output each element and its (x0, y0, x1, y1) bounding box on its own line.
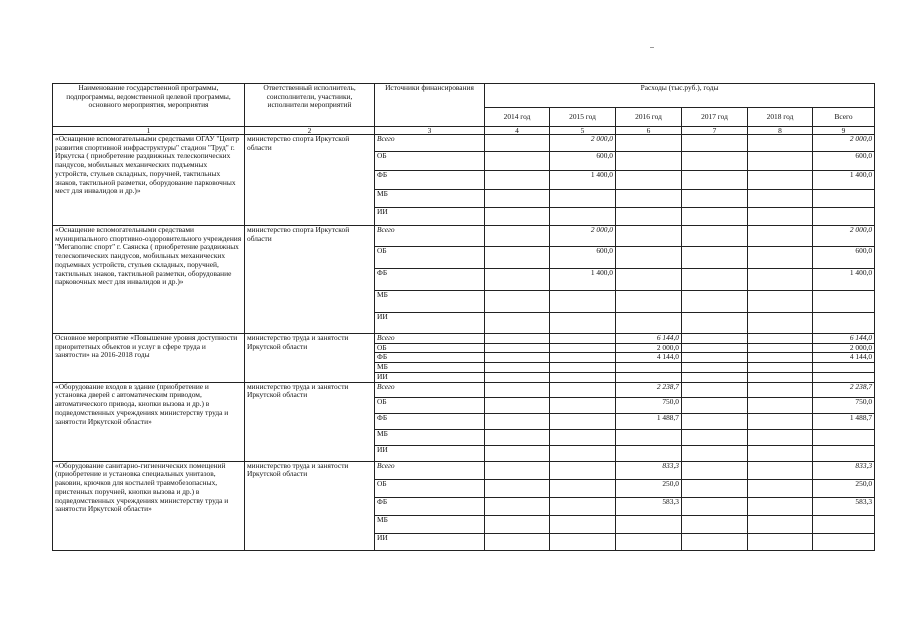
amount-2015 (550, 461, 616, 479)
amount-total: 6 144,0 (813, 334, 875, 344)
amount-total: 750,0 (813, 397, 875, 413)
amount-total: 2 000,0 (813, 226, 875, 247)
activity-name: «Оборудование санитарно-гигиенических помещений (приобретение и установка специальных унитазов, раковин, крючков для костылей травмобезопасных, пристенных поручней, кнопки вызова и др.) в подведомственных учреждениях министерству труда и занятости Иркутской области» (53, 461, 245, 550)
amount-2015 (550, 334, 616, 344)
funding-source: МБ (375, 363, 485, 373)
amount-2015 (550, 343, 616, 353)
amount-2015 (550, 497, 616, 515)
amount-2018 (748, 372, 813, 382)
funding-source: ИИ (375, 208, 485, 226)
amount-2016 (616, 313, 682, 334)
amount-2015 (550, 313, 616, 334)
amount-2014 (485, 372, 550, 382)
amount-2018 (748, 343, 813, 353)
amount-2018 (748, 382, 813, 397)
amount-2014 (485, 445, 550, 461)
amount-2015 (550, 363, 616, 373)
amount-2017 (682, 208, 748, 226)
amount-total (813, 533, 875, 550)
amount-total: 4 144,0 (813, 353, 875, 363)
amount-2018 (748, 226, 813, 247)
amount-total: 2 000,0 (813, 343, 875, 353)
amount-2017 (682, 372, 748, 382)
amount-2017 (682, 363, 748, 373)
funding-source: ИИ (375, 313, 485, 334)
funding-source: ФБ (375, 171, 485, 190)
amount-2014 (485, 313, 550, 334)
table-row (53, 461, 875, 479)
amount-2014 (485, 413, 550, 429)
amount-2017 (682, 515, 748, 533)
amount-2014 (485, 461, 550, 479)
amount-2018 (748, 135, 813, 152)
amount-total: 2 238,7 (813, 382, 875, 397)
amount-2016 (616, 445, 682, 461)
header-year: 2018 год (748, 108, 813, 127)
amount-2016: 2 000,0 (616, 343, 682, 353)
header-year: 2015 год (550, 108, 616, 127)
amount-2015 (550, 353, 616, 363)
activity-name: «Оборудование входов в здание (приобретение и установка дверей с автоматическим приводом, автоматического привода, кнопки вызова и др.) в подведомственных учреждениях министерству труда и занятости Иркутской области» (53, 382, 245, 461)
funding-source: Всего (375, 226, 485, 247)
amount-2016 (616, 372, 682, 382)
amount-2016: 4 144,0 (616, 353, 682, 363)
amount-2016 (616, 291, 682, 313)
amount-2014 (485, 382, 550, 397)
amount-2014 (485, 533, 550, 550)
amount-2014 (485, 135, 550, 152)
table-row (53, 226, 875, 247)
header-executor: Ответственный исполнитель, соисполнители, участники, исполнители мероприятий (245, 84, 375, 127)
amount-2017 (682, 152, 748, 171)
amount-2014 (485, 334, 550, 344)
amount-total: 600,0 (813, 152, 875, 171)
amount-2015 (550, 533, 616, 550)
table-row (53, 334, 875, 344)
amount-2014 (485, 152, 550, 171)
amount-2018 (748, 461, 813, 479)
amount-2015 (550, 445, 616, 461)
amount-2016 (616, 135, 682, 152)
amount-2015: 600,0 (550, 152, 616, 171)
amount-2018 (748, 397, 813, 413)
amount-2017 (682, 382, 748, 397)
header-year: 2017 год (682, 108, 748, 127)
funding-source: МБ (375, 429, 485, 445)
funding-source: МБ (375, 515, 485, 533)
amount-2015 (550, 190, 616, 208)
amount-2015 (550, 429, 616, 445)
amount-2016 (616, 269, 682, 291)
funding-source: Всего (375, 135, 485, 152)
table-body (53, 135, 875, 551)
column-number: 9 (813, 127, 875, 135)
funding-source: ОБ (375, 152, 485, 171)
amount-2017 (682, 190, 748, 208)
amount-2014 (485, 397, 550, 413)
amount-total: 600,0 (813, 247, 875, 269)
header-expenses: Расходы (тыс.руб.), годы (485, 84, 875, 108)
amount-2015 (550, 413, 616, 429)
amount-2017 (682, 269, 748, 291)
activity-executor: министерство спорта Иркутской области (245, 135, 375, 226)
activity-executor: министерство труда и занятости Иркутской области (245, 334, 375, 383)
column-number: 2 (245, 127, 375, 135)
amount-2016 (616, 363, 682, 373)
amount-2014 (485, 479, 550, 497)
activity-executor: министерство труда и занятости Иркутской области (245, 461, 375, 550)
column-number: 1 (53, 127, 245, 135)
funding-source: Всего (375, 382, 485, 397)
funding-source: Всего (375, 461, 485, 479)
column-number: 4 (485, 127, 550, 135)
funding-source: ОБ (375, 343, 485, 353)
amount-2014 (485, 515, 550, 533)
amount-2016: 6 144,0 (616, 334, 682, 344)
amount-2018 (748, 353, 813, 363)
activity-executor: министерство спорта Иркутской области (245, 226, 375, 334)
amount-total (813, 515, 875, 533)
amount-2015: 2 000,0 (550, 135, 616, 152)
amount-total: 833,3 (813, 461, 875, 479)
amount-2015 (550, 382, 616, 397)
amount-2015: 1 400,0 (550, 171, 616, 190)
amount-2018 (748, 363, 813, 373)
amount-2018 (748, 208, 813, 226)
amount-total (813, 208, 875, 226)
amount-2015 (550, 515, 616, 533)
amount-2015: 1 400,0 (550, 269, 616, 291)
amount-total: 250,0 (813, 479, 875, 497)
funding-source: ИИ (375, 372, 485, 382)
amount-total (813, 291, 875, 313)
budget-table (52, 83, 875, 551)
activity-name: «Оснащение вспомогательными средствами ОГАУ "Центр развития спортивной инфраструктуры" стадион "Труд" г. Иркутска ( приобретение раздвижных телескопических пандусов, мобильных механических подъемных устройств, стульев складных, поручней, тактильных знаков, тактильной разметки, оборудование парковочных мест для инвалидов и др.)» (53, 135, 245, 226)
amount-2017 (682, 135, 748, 152)
amount-2015 (550, 208, 616, 226)
amount-2017 (682, 171, 748, 190)
funding-source: ОБ (375, 479, 485, 497)
scan-speck (650, 47, 654, 48)
funding-source: ИИ (375, 445, 485, 461)
amount-2014 (485, 247, 550, 269)
amount-2014 (485, 269, 550, 291)
amount-2015 (550, 372, 616, 382)
amount-total (813, 313, 875, 334)
amount-2018 (748, 313, 813, 334)
amount-2017 (682, 413, 748, 429)
amount-total: 1 400,0 (813, 269, 875, 291)
amount-2018 (748, 247, 813, 269)
amount-total: 1 488,7 (813, 413, 875, 429)
amount-2018 (748, 429, 813, 445)
amount-2015 (550, 397, 616, 413)
header-total: Всего (813, 108, 875, 127)
amount-2016 (616, 515, 682, 533)
amount-2015: 600,0 (550, 247, 616, 269)
funding-source: ОБ (375, 397, 485, 413)
amount-2018 (748, 152, 813, 171)
amount-2014 (485, 343, 550, 353)
header-year: 2016 год (616, 108, 682, 127)
amount-2018 (748, 515, 813, 533)
amount-2017 (682, 533, 748, 550)
header-name: Наименование государственной программы, подпрограммы, ведомственной целевой программы, основного мероприятия, мероприятия (53, 84, 245, 127)
amount-2014 (485, 497, 550, 515)
amount-2015: 2 000,0 (550, 226, 616, 247)
amount-2017 (682, 291, 748, 313)
header-sources: Источники финансирования (375, 84, 485, 127)
amount-2016 (616, 247, 682, 269)
amount-2014 (485, 226, 550, 247)
amount-total (813, 372, 875, 382)
amount-2015 (550, 291, 616, 313)
amount-2014 (485, 291, 550, 313)
funding-source: МБ (375, 190, 485, 208)
amount-2018 (748, 171, 813, 190)
funding-source: МБ (375, 291, 485, 313)
header-year: 2014 год (485, 108, 550, 127)
amount-2016 (616, 226, 682, 247)
funding-source: ОБ (375, 247, 485, 269)
amount-2017 (682, 445, 748, 461)
table-row (53, 382, 875, 397)
column-number: 6 (616, 127, 682, 135)
amount-2016 (616, 208, 682, 226)
amount-2016 (616, 533, 682, 550)
amount-2016 (616, 171, 682, 190)
amount-2017 (682, 343, 748, 353)
amount-2014 (485, 363, 550, 373)
amount-2016 (616, 190, 682, 208)
funding-source: ФБ (375, 353, 485, 363)
amount-2017 (682, 461, 748, 479)
amount-2017 (682, 497, 748, 515)
column-number: 8 (748, 127, 813, 135)
amount-total (813, 445, 875, 461)
column-number: 7 (682, 127, 748, 135)
amount-2018 (748, 533, 813, 550)
activity-executor: министерство труда и занятости Иркутской области (245, 382, 375, 461)
amount-2015 (550, 479, 616, 497)
funding-source: ФБ (375, 269, 485, 291)
amount-2016: 2 238,7 (616, 382, 682, 397)
amount-2017 (682, 247, 748, 269)
amount-2017 (682, 479, 748, 497)
amount-2016: 1 488,7 (616, 413, 682, 429)
activity-name: Основное мероприятие «Повышение уровня доступности приоритетных объектов и услуг в сфере труда и занятости» на 2016-2018 годы (53, 334, 245, 383)
activity-name: «Оснащение вспомогательными средствами муниципального спортивно-оздоровительного учреждения "Мегаполис спорт" г. Саянска ( приобретение раздвижных телескопических пандусов, мобильных механических подъемных устройств, стульев складных, поручней, тактильных знаков, тактильной разметки, оборудование парковочных мест для инвалидов и др.)» (53, 226, 245, 334)
amount-2016: 250,0 (616, 479, 682, 497)
amount-2016: 833,3 (616, 461, 682, 479)
amount-2018 (748, 479, 813, 497)
column-number: 5 (550, 127, 616, 135)
amount-2018 (748, 334, 813, 344)
table-row (53, 135, 875, 152)
amount-2018 (748, 445, 813, 461)
amount-2016 (616, 152, 682, 171)
amount-2014 (485, 208, 550, 226)
amount-total (813, 190, 875, 208)
funding-source: Всего (375, 334, 485, 344)
amount-2018 (748, 291, 813, 313)
amount-2018 (748, 190, 813, 208)
amount-2016: 583,3 (616, 497, 682, 515)
amount-2018 (748, 497, 813, 515)
amount-2017 (682, 353, 748, 363)
amount-2014 (485, 429, 550, 445)
amount-2017 (682, 313, 748, 334)
amount-total: 2 000,0 (813, 135, 875, 152)
amount-2018 (748, 269, 813, 291)
amount-total (813, 363, 875, 373)
amount-2016 (616, 429, 682, 445)
funding-source: ИИ (375, 533, 485, 550)
amount-total: 1 400,0 (813, 171, 875, 190)
amount-2018 (748, 413, 813, 429)
amount-2016: 750,0 (616, 397, 682, 413)
column-number: 3 (375, 127, 485, 135)
amount-2014 (485, 171, 550, 190)
amount-2017 (682, 226, 748, 247)
amount-total (813, 429, 875, 445)
amount-2014 (485, 353, 550, 363)
amount-2017 (682, 334, 748, 344)
amount-2017 (682, 397, 748, 413)
funding-source: ФБ (375, 413, 485, 429)
amount-2014 (485, 190, 550, 208)
amount-total: 583,3 (813, 497, 875, 515)
funding-source: ФБ (375, 497, 485, 515)
amount-2017 (682, 429, 748, 445)
